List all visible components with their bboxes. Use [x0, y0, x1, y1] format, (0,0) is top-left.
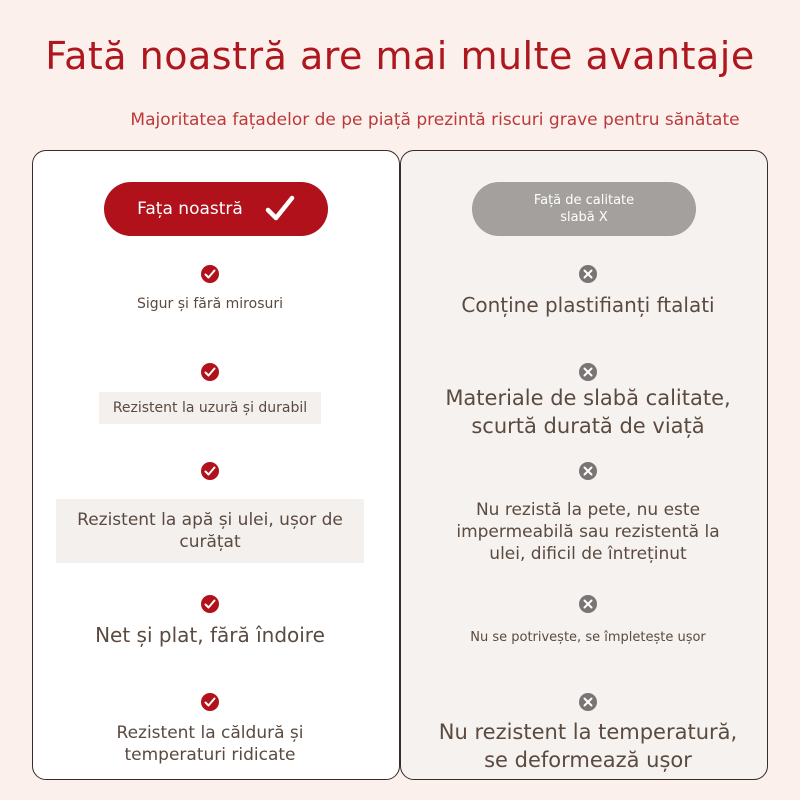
x-circle-icon [578, 692, 598, 712]
check-circle-icon [200, 264, 220, 284]
competitor-badge [472, 182, 696, 236]
disadvantage-text: Materiale de slabă calitate, scurtă durată de viață [445, 386, 731, 438]
advantage-text: Sigur și fără mirosuri [136, 296, 284, 312]
panel-divider-notch [393, 148, 407, 157]
advantage-text: Rezistent la apă și ulei, ușor de curățat [56, 499, 364, 563]
our-product-badge-label: Fața noastră [137, 199, 243, 219]
disadvantage-item [418, 594, 758, 648]
advantage-text: Rezistent la uzură și durabil [99, 392, 321, 424]
our-product-badge [104, 182, 328, 236]
disadvantage-text: Nu rezistă la pete, nu este impermeabilă sau rezistentă la ulei, dificil de întreținut [456, 500, 720, 564]
page-subtitle: Majoritatea fațadelor de pe piață prezintă riscuri grave pentru sănătate [130, 110, 740, 130]
disadvantage-item [418, 264, 758, 318]
advantage-item [40, 362, 380, 424]
disadvantage-text: Conține plastifianți ftalati [461, 293, 715, 317]
check-circle-icon [200, 692, 220, 712]
competitor-badge-line1: Față de calitate [533, 193, 635, 208]
page-title: Fată noastră are mai multe avantaje [45, 34, 755, 78]
x-circle-icon [578, 362, 598, 382]
advantage-item [40, 594, 380, 648]
check-circle-icon [200, 461, 220, 481]
disadvantage-text: Nu se potrivește, se împletește ușor [470, 630, 706, 645]
competitor-badge-line2: slabă X [560, 210, 608, 225]
advantage-item [40, 692, 380, 766]
disadvantage-text: Nu rezistent la temperatură, se deformează ușor [438, 720, 738, 772]
disadvantage-item [418, 362, 758, 440]
advantage-text: Rezistent la căldură și temperaturi ridicate [116, 723, 304, 765]
x-circle-icon [578, 594, 598, 614]
advantage-text: Net și plat, fără îndoire [95, 623, 325, 647]
disadvantage-item [418, 461, 758, 565]
advantage-item [40, 264, 380, 314]
check-circle-icon [200, 362, 220, 382]
checkmark-icon [265, 195, 295, 223]
x-circle-icon [578, 461, 598, 481]
x-circle-icon [578, 264, 598, 284]
advantage-item [40, 461, 380, 563]
disadvantage-item [418, 692, 758, 774]
check-circle-icon [200, 594, 220, 614]
